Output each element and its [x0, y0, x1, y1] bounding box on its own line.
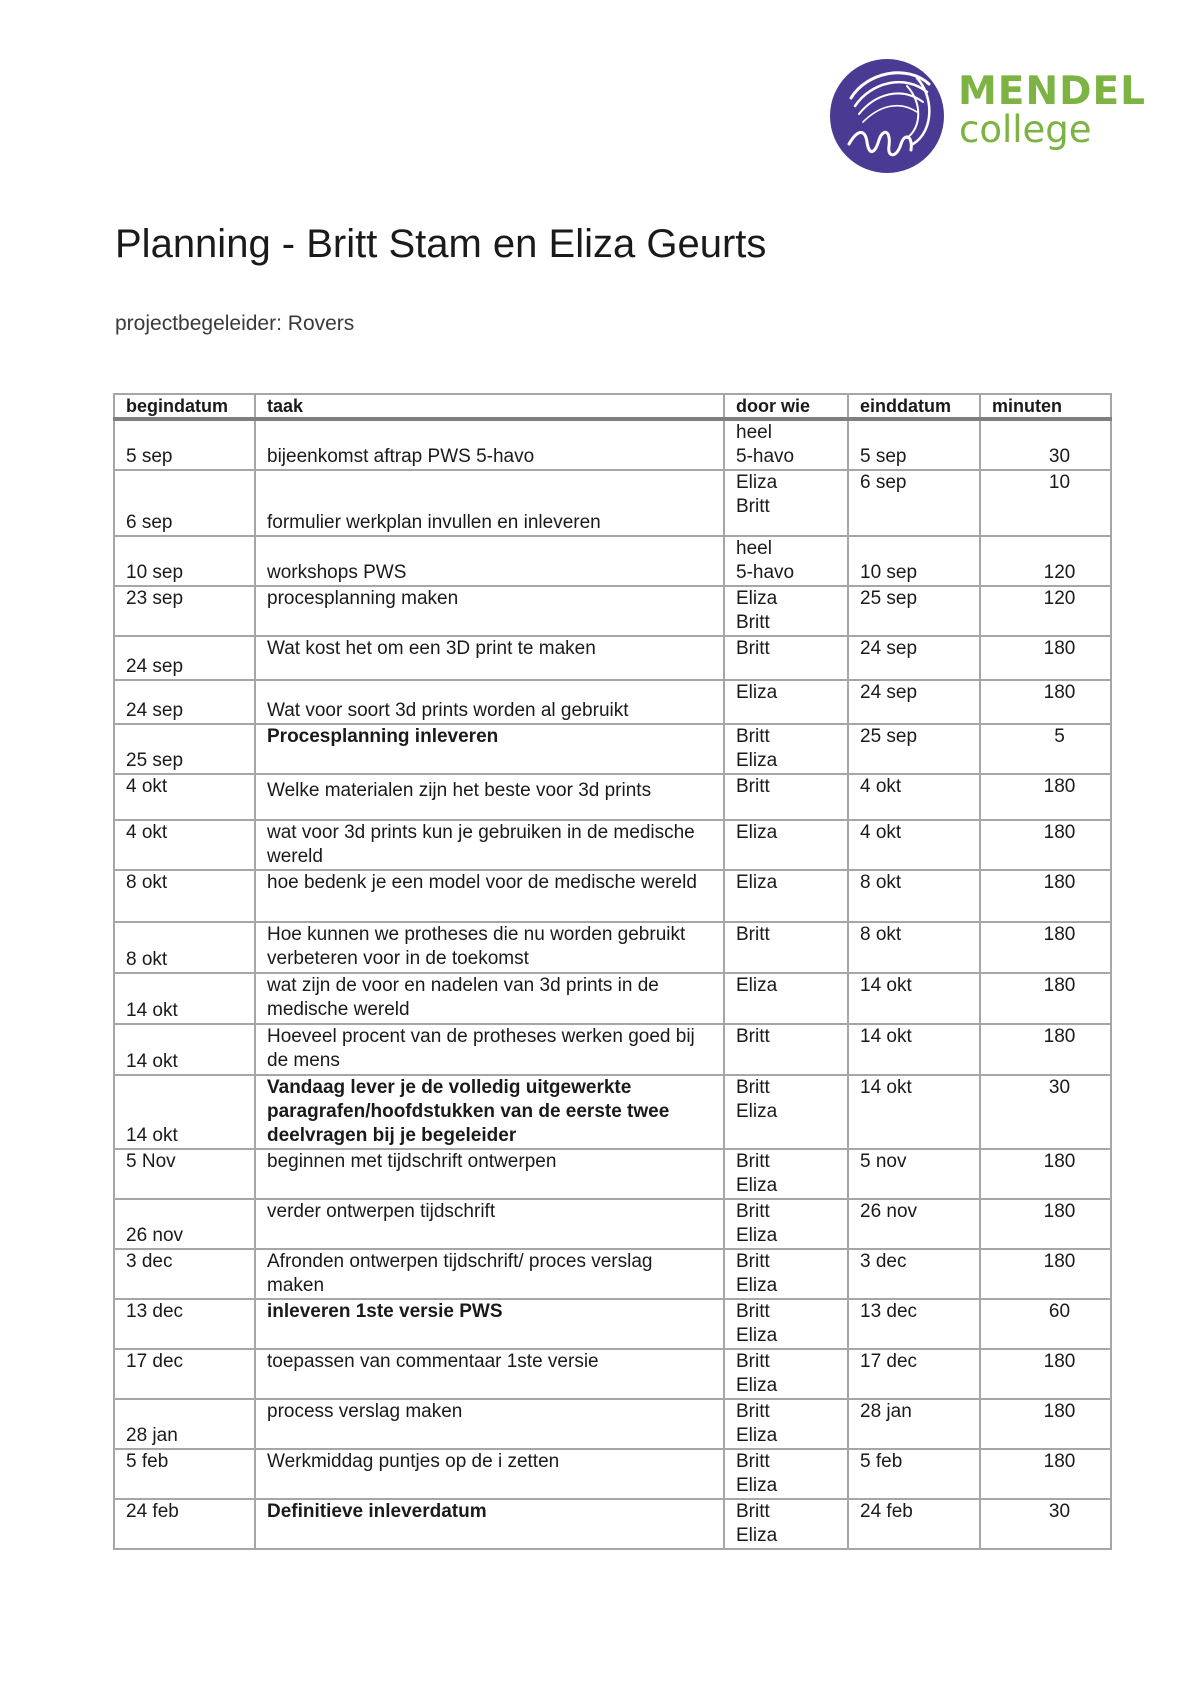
cell-einddatum: 24 sep [848, 680, 980, 724]
cell-door-wie [724, 636, 848, 680]
cell-minuten: 180 [980, 922, 1111, 973]
cell-door-wie [724, 774, 848, 820]
table-row [114, 1199, 1111, 1249]
cell-taak: verder ontwerpen tijdschrift [255, 1199, 724, 1249]
cell-einddatum: 25 sep [848, 724, 980, 774]
cell-begindatum: 24 sep [114, 636, 255, 680]
cell-einddatum: 26 nov [848, 1199, 980, 1249]
cell-door-wie [724, 1349, 848, 1399]
assignee-name: Britt [736, 1251, 770, 1272]
cell-begindatum: 26 nov [114, 1199, 255, 1249]
table-row [114, 419, 1111, 470]
assignee-name: Britt [736, 1451, 770, 1472]
cell-taak: bijeenkomst aftrap PWS 5-havo [255, 419, 724, 470]
cell-einddatum: 14 okt [848, 973, 980, 1024]
assignee-name: Britt [736, 1026, 770, 1047]
cell-taak: process verslag maken [255, 1399, 724, 1449]
cell-minuten: 180 [980, 1024, 1111, 1075]
cell-taak: Definitieve inleverdatum [255, 1499, 724, 1549]
cell-begindatum: 14 okt [114, 1024, 255, 1075]
assignee-name: Eliza [736, 682, 778, 703]
cell-door-wie [724, 1075, 848, 1149]
cell-begindatum: 17 dec [114, 1349, 255, 1399]
cell-einddatum: 4 okt [848, 820, 980, 870]
cell-begindatum: 13 dec [114, 1299, 255, 1349]
table-row [114, 470, 1111, 536]
assignee-name: Eliza [736, 1225, 778, 1246]
assignee-name: Britt [736, 1301, 770, 1322]
assignee-name: Eliza [736, 1101, 778, 1122]
planning-table-body [114, 419, 1111, 1549]
cell-door-wie [724, 470, 848, 536]
assignee-name: Eliza [736, 1375, 778, 1396]
assignee-name: Britt [736, 1151, 770, 1172]
assignee-name: Eliza [736, 588, 778, 609]
table-row [114, 1399, 1111, 1449]
cell-einddatum: 24 sep [848, 636, 980, 680]
cell-door-wie [724, 820, 848, 870]
assignee-name: Britt [736, 638, 770, 659]
cell-taak: beginnen met tijdschrift ontwerpen [255, 1149, 724, 1199]
header-minuten: minuten [980, 394, 1111, 419]
assignee-name: Eliza [736, 1175, 778, 1196]
cell-begindatum: 14 okt [114, 1075, 255, 1149]
cell-begindatum: 8 okt [114, 922, 255, 973]
logo-wordmark-line1: MENDEL [958, 69, 1146, 114]
cell-einddatum: 14 okt [848, 1075, 980, 1149]
cell-minuten: 180 [980, 1349, 1111, 1399]
cell-taak: hoe bedenk je een model voor de medische wereld [255, 870, 724, 922]
cell-door-wie [724, 973, 848, 1024]
table-row [114, 724, 1111, 774]
cell-taak: Procesplanning inleveren [255, 724, 724, 774]
cell-einddatum: 8 okt [848, 870, 980, 922]
cell-door-wie [724, 1299, 848, 1349]
cell-taak: Hoeveel procent van de protheses werken goed bij de mens [255, 1024, 724, 1075]
assignee-name: Britt [736, 924, 770, 945]
assignee-name: 5-havo [736, 562, 795, 583]
cell-door-wie [724, 1249, 848, 1299]
cell-minuten: 30 [980, 1075, 1111, 1149]
header-begindatum: begindatum [114, 394, 255, 419]
cell-einddatum: 5 nov [848, 1149, 980, 1199]
cell-minuten: 5 [980, 724, 1111, 774]
cell-begindatum: 14 okt [114, 973, 255, 1024]
cell-taak: Welke materialen zijn het beste voor 3d prints [255, 774, 724, 820]
cell-begindatum: 10 sep [114, 536, 255, 586]
cell-taak: toepassen van commentaar 1ste versie [255, 1349, 724, 1399]
cell-einddatum: 28 jan [848, 1399, 980, 1449]
header-taak: taak [255, 394, 724, 419]
cell-minuten: 120 [980, 536, 1111, 586]
cell-door-wie [724, 586, 848, 636]
cell-taak: wat voor 3d prints kun je gebruiken in de medische wereld [255, 820, 724, 870]
cell-minuten: 180 [980, 774, 1111, 820]
cell-taak: Wat voor soort 3d prints worden al gebruikt [255, 680, 724, 724]
cell-minuten: 120 [980, 586, 1111, 636]
table-row [114, 820, 1111, 870]
assignee-name: Eliza [736, 1275, 778, 1296]
cell-taak: Werkmiddag puntjes op de i zetten [255, 1449, 724, 1499]
cell-minuten: 180 [980, 1149, 1111, 1199]
cell-door-wie [724, 680, 848, 724]
assignee-name: Eliza [736, 1525, 778, 1546]
assignee-name: Britt [736, 1201, 770, 1222]
assignee-name: Eliza [736, 975, 778, 996]
cell-minuten: 180 [980, 1449, 1111, 1499]
cell-door-wie [724, 922, 848, 973]
cell-begindatum: 5 Nov [114, 1149, 255, 1199]
table-row [114, 680, 1111, 724]
table-row [114, 870, 1111, 922]
mendel-college-logo [829, 58, 1146, 176]
cell-minuten: 180 [980, 680, 1111, 724]
cell-door-wie [724, 1399, 848, 1449]
cell-minuten: 180 [980, 973, 1111, 1024]
assignee-name: Britt [736, 776, 770, 797]
cell-taak: Wat kost het om een 3D print te maken [255, 636, 724, 680]
assignee-name: 5-havo [736, 446, 795, 467]
cell-door-wie [724, 1449, 848, 1499]
assignee-name: Eliza [736, 872, 778, 893]
cell-door-wie [724, 536, 848, 586]
assignee-name: Eliza [736, 822, 778, 843]
cell-door-wie [724, 724, 848, 774]
cell-begindatum: 23 sep [114, 586, 255, 636]
table-row [114, 1249, 1111, 1299]
cell-door-wie [724, 1024, 848, 1075]
cell-begindatum: 5 feb [114, 1449, 255, 1499]
page-title: Planning - Britt Stam en Eliza Geurts [115, 222, 767, 266]
assignee-name: heel [736, 422, 772, 443]
cell-taak: Hoe kunnen we protheses die nu worden gebruikt verbeteren voor in de toekomst [255, 922, 724, 973]
header-door-wie: door wie [724, 394, 848, 419]
assignee-name: Eliza [736, 472, 778, 493]
cell-einddatum: 10 sep [848, 536, 980, 586]
cell-minuten: 180 [980, 1199, 1111, 1249]
table-row [114, 1349, 1111, 1399]
cell-minuten: 180 [980, 1399, 1111, 1449]
cell-taak: formulier werkplan invullen en inleveren [255, 470, 724, 536]
table-row [114, 973, 1111, 1024]
assignee-name: Britt [736, 496, 770, 517]
table-row [114, 1149, 1111, 1199]
cell-einddatum: 6 sep [848, 470, 980, 536]
cell-begindatum: 28 jan [114, 1399, 255, 1449]
table-row [114, 1075, 1111, 1149]
assignee-name: Eliza [736, 1325, 778, 1346]
table-row [114, 1449, 1111, 1499]
header-einddatum: einddatum [848, 394, 980, 419]
cell-einddatum: 24 feb [848, 1499, 980, 1549]
assignee-name: Britt [736, 1501, 770, 1522]
cell-door-wie [724, 1149, 848, 1199]
cell-begindatum: 4 okt [114, 774, 255, 820]
cell-minuten: 30 [980, 1499, 1111, 1549]
assignee-name: heel [736, 538, 772, 559]
butterfly-emblem-icon [829, 58, 945, 174]
table-row [114, 1499, 1111, 1549]
table-row [114, 636, 1111, 680]
cell-door-wie [724, 1499, 848, 1549]
cell-minuten: 180 [980, 1249, 1111, 1299]
cell-door-wie [724, 1199, 848, 1249]
assignee-name: Britt [736, 1401, 770, 1422]
assignee-name: Eliza [736, 1425, 778, 1446]
table-row [114, 774, 1111, 820]
planning-table [113, 393, 1112, 1550]
logo-circle-shape [830, 59, 944, 173]
cell-einddatum: 8 okt [848, 922, 980, 973]
table-row [114, 922, 1111, 973]
cell-begindatum: 8 okt [114, 870, 255, 922]
assignee-name: Eliza [736, 750, 778, 771]
cell-einddatum: 14 okt [848, 1024, 980, 1075]
assignee-name: Eliza [736, 1475, 778, 1496]
assignee-name: Britt [736, 1077, 770, 1098]
logo-wordmark-line2: college [959, 108, 1092, 151]
project-supervisor: projectbegeleider: Rovers [115, 312, 355, 335]
cell-einddatum: 5 sep [848, 419, 980, 470]
cell-minuten: 30 [980, 419, 1111, 470]
table-header-row [114, 394, 1111, 419]
cell-einddatum: 4 okt [848, 774, 980, 820]
cell-taak: workshops PWS [255, 536, 724, 586]
cell-begindatum: 24 sep [114, 680, 255, 724]
table-row [114, 536, 1111, 586]
cell-minuten: 10 [980, 470, 1111, 536]
cell-door-wie [724, 419, 848, 470]
table-row [114, 1299, 1111, 1349]
table-row [114, 1024, 1111, 1075]
cell-taak: Vandaag lever je de volledig uitgewerkte paragrafen/hoofdstukken van de eerste twee deelvragen bij je begeleider [255, 1075, 724, 1149]
cell-begindatum: 3 dec [114, 1249, 255, 1299]
cell-einddatum: 17 dec [848, 1349, 980, 1399]
table-row [114, 586, 1111, 636]
cell-begindatum: 5 sep [114, 419, 255, 470]
cell-minuten: 180 [980, 870, 1111, 922]
cell-taak: inleveren 1ste versie PWS [255, 1299, 724, 1349]
cell-einddatum: 3 dec [848, 1249, 980, 1299]
cell-einddatum: 13 dec [848, 1299, 980, 1349]
assignee-name: Britt [736, 1351, 770, 1372]
cell-einddatum: 5 feb [848, 1449, 980, 1499]
assignee-name: Britt [736, 612, 770, 633]
cell-taak: wat zijn de voor en nadelen van 3d prints in de medische wereld [255, 973, 724, 1024]
cell-minuten: 180 [980, 820, 1111, 870]
cell-minuten: 60 [980, 1299, 1111, 1349]
cell-taak: Afronden ontwerpen tijdschrift/ proces verslag maken [255, 1249, 724, 1299]
cell-begindatum: 6 sep [114, 470, 255, 536]
cell-begindatum: 25 sep [114, 724, 255, 774]
assignee-name: Britt [736, 726, 770, 747]
cell-begindatum: 4 okt [114, 820, 255, 870]
cell-einddatum: 25 sep [848, 586, 980, 636]
cell-begindatum: 24 feb [114, 1499, 255, 1549]
cell-taak: procesplanning maken [255, 586, 724, 636]
cell-minuten: 180 [980, 636, 1111, 680]
cell-door-wie [724, 870, 848, 922]
